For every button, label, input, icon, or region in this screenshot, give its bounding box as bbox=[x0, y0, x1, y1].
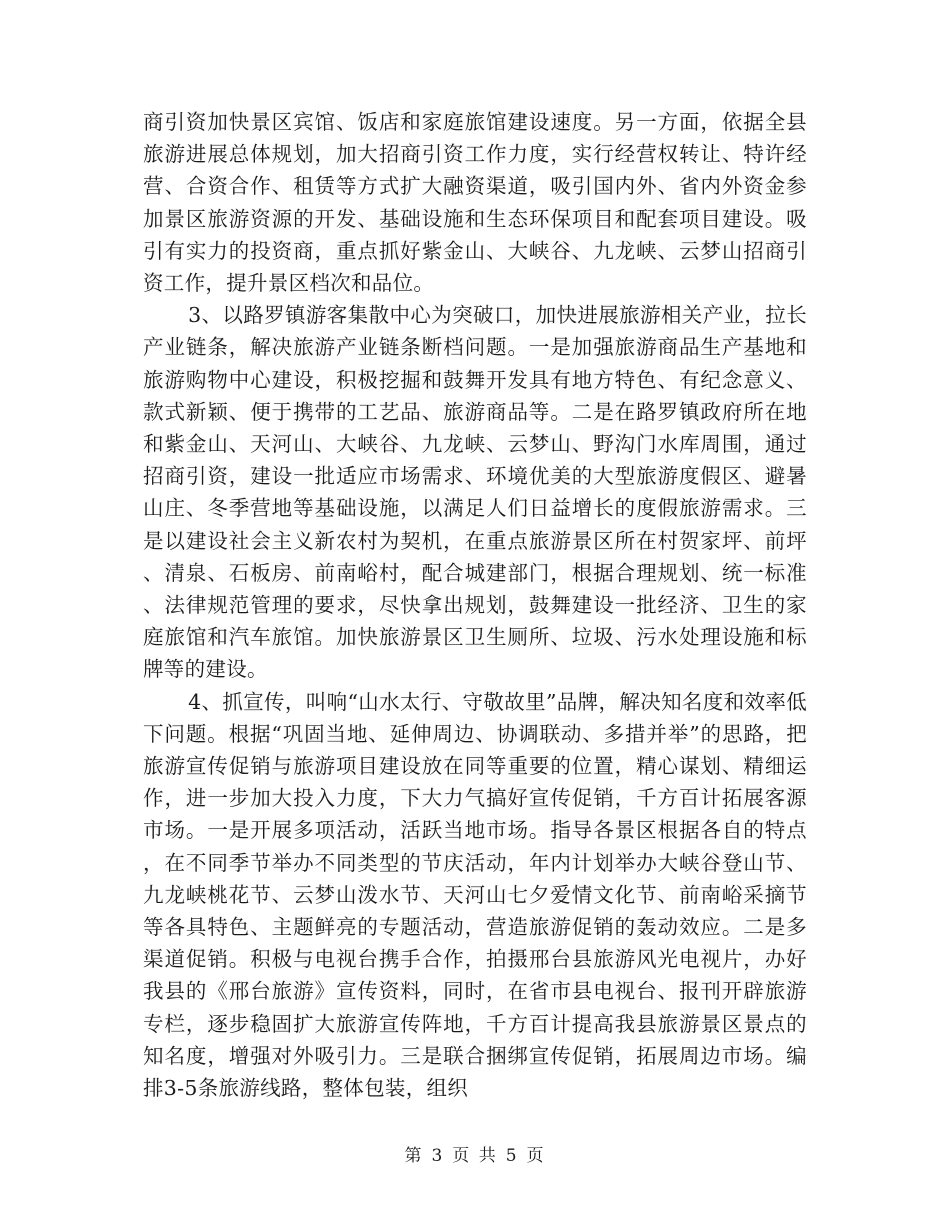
footer-prefix: 第 bbox=[404, 1146, 424, 1166]
page-footer bbox=[0, 1141, 950, 1166]
paragraph-continuation: 商引资加快景区宾馆、饭店和家庭旅馆建设速度。另一方面，依据全县旅游进展总体规划，加大招商引资工作力度，实行经营权转让、特许经营、合资合作、租赁等方式扩大融资渠道，吸引国内外、省内外资金参加景区旅游资源的开发、基础设施和生态环保项目和配套项目建设。吸引有实力的投资商，重点抓好紫金山、大峡谷、九龙峡、云梦山招商引资工作，提升景区档次和品位。 bbox=[143, 110, 807, 296]
paragraph-item-4: 4、抓宣传，叫响“山水太行、守敬故里”品牌，解决知名度和效率低下问题。根据“巩固当地、延伸周边、协调联动、多措并举”的思路，把旅游宣传促销与旅游项目建设放在同等重要的位置，精心谋划、精细运作，进一步加大投入力度，下大力气搞好宣传促销，千方百计拓展客源市场。一是开展多项活动，活跃当地市场。指导各景区根据各自的特点，在不同季节举办不同类型的节庆活动，年内计划举办大峡谷登山节、九龙峡桃花节、云梦山泼水节、天河山七夕爱情文化节、前南峪采摘节等各具特色、主题鲜亮的专题活动，营造旅游促销的轰动效应。二是多渠道促销。积极与电视台携手合作，拍摄邢台县旅游风光电视片，办好我县的《邢台旅游》宣传资料，同时，在省市县电视台、报刊开辟旅游专栏，逐步稳固扩大旅游宣传阵地，千方百计提高我县旅游景区景点的知名度，增强对外吸引力。三是联合捆绑宣传促销，拓展周边市场。编排3-5条旅游线路，整体包装，组织 bbox=[143, 689, 807, 1101]
footer-middle: 页 共 bbox=[452, 1146, 498, 1166]
footer-page-number: 3 bbox=[431, 1146, 445, 1166]
paragraph-item-3: 3、以路罗镇游客集散中心为突破口，加快进展旅游相关产业，拉长产业链条，解决旅游产业链条断档问题。一是加强旅游商品生产基地和旅游购物中心建设，积极挖掘和鼓舞开发具有地方特色、有纪念意义、款式新颖、便于携带的工艺品、旅游商品等。二是在路罗镇政府所在地和紫金山、天河山、大峡谷、九龙峡、云梦山、野沟门水库周围，通过招商引资，建设一批适应市场需求、环境优美的大型旅游度假区、避暑山庄、冬季营地等基础设施，以满足人们日益增长的度假旅游需求。三是以建设社会主义新农村为契机，在重点旅游景区所在村贺家坪、前坪、清泉、石板房、前南峪村，配合城建部门，根据合理规划、统一标准、法律规范管理的要求，尽快拿出规划，鼓舞建设一批经济、卫生的家庭旅馆和汽车旅馆。加快旅游景区卫生厕所、垃圾、污水处理设施和标牌等的建设。 bbox=[143, 303, 807, 682]
footer-suffix: 页 bbox=[526, 1146, 546, 1166]
document-body bbox=[143, 106, 807, 1104]
footer-total-pages: 5 bbox=[505, 1146, 519, 1166]
